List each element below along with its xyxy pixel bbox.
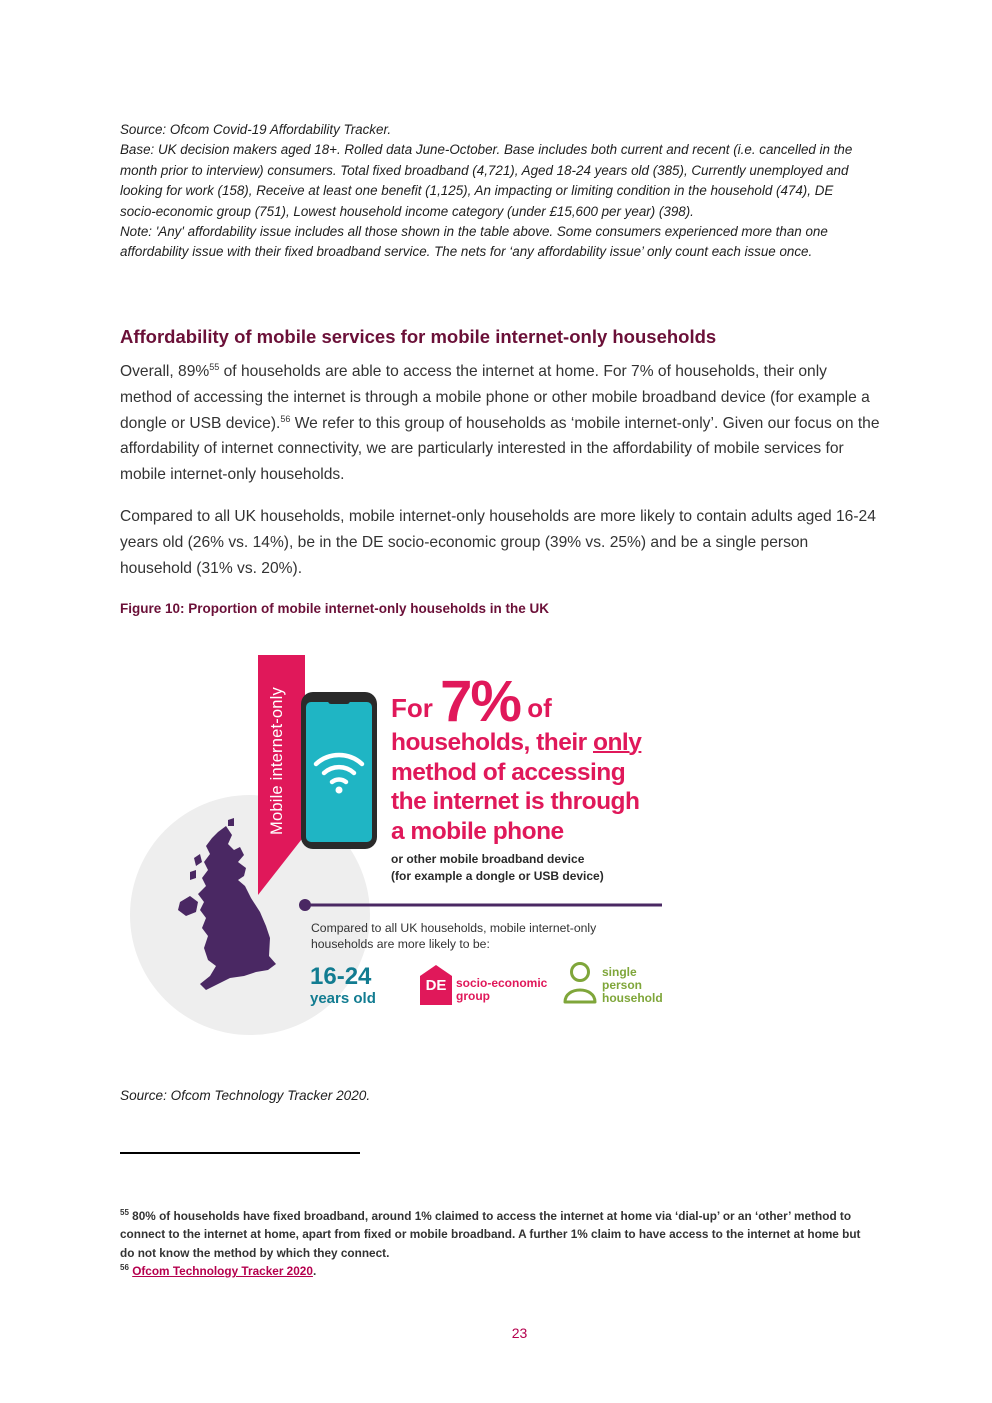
base-line: Base: UK decision makers aged 18+. Rolled data June-October. Base includes both current and recent (i.e. cancelled in the month prior to interview) consumers. Total fixed broadband (4,721), Aged 18-24 years old (385), Currently unemployed and looking for work (158), Receive at least one benefit (1,125), An impacting or limiting condition in the household (474), DE socio-economic group (751), Lowest household income category (under £15,600 per year) (398). (120, 142, 853, 219)
phone-screen (306, 702, 372, 842)
person-icon-body (565, 990, 595, 1002)
compare-text (311, 920, 641, 952)
age-stat (310, 964, 376, 1008)
infographic (120, 640, 680, 1050)
compare-line-2: households are more likely to be: (311, 937, 490, 951)
de-label-2: group (456, 989, 490, 1003)
para1-text-a: Overall, 89% (120, 363, 210, 380)
line1-only: only (593, 729, 642, 756)
headline-7pct (391, 668, 552, 735)
de-label (456, 977, 547, 1003)
footnote-separator (120, 1152, 360, 1154)
of-word: of (527, 693, 552, 723)
footnote-56 (120, 1262, 865, 1280)
line4: a mobile phone (391, 817, 564, 845)
footnote-55-number: 55 (120, 1208, 129, 1218)
person-icon-head (572, 964, 589, 981)
line3: the internet is through (391, 788, 640, 815)
technology-tracker-link[interactable]: Ofcom Technology Tracker 2020 (132, 1264, 313, 1279)
table-source-notes (120, 120, 870, 263)
paragraph-overview (120, 359, 880, 488)
figure-source: Source: Ofcom Technology Tracker 2020. (120, 1088, 371, 1103)
note-line: Note: 'Any' affordability issue includes all those shown in the table above. Some consumers experienced more than one affordability issue with their fixed broadband service. The nets for ‘any affordability issue’ only count each issue once. (120, 224, 828, 260)
single-label-2: person (602, 978, 643, 992)
line1-a: households, their (391, 729, 593, 756)
divider-dot (299, 899, 311, 911)
section-heading: Affordability of mobile services for mobile internet-only households (120, 326, 717, 347)
compare-line-1: Compared to all UK households, mobile internet-only (311, 921, 597, 935)
phone-notch (328, 698, 350, 704)
source-line: Source: Ofcom Covid-19 Affordability Tracker. (120, 122, 392, 137)
page-number: 23 (511, 1325, 528, 1341)
device-note-2: (for example a dongle or USB device) (391, 868, 604, 883)
headline-lines (391, 728, 641, 846)
de-badge: DE (425, 977, 447, 994)
banner-label: Mobile internet-only (268, 687, 286, 835)
age-number: 16-24 (310, 963, 372, 990)
figure-title: Figure 10: Proportion of mobile internet-only households in the UK (120, 601, 550, 616)
percent-value: 7% (440, 669, 520, 734)
single-label-1: single (602, 965, 637, 979)
footnote-55 (120, 1207, 865, 1262)
de-label-1: socio-economic (456, 976, 548, 990)
footnote-56-after: . (312, 1264, 317, 1279)
footnote-ref-55[interactable]: 55 (209, 361, 220, 372)
age-label: years old (310, 990, 376, 1007)
footnote-55-text: 80% of households have fixed broadband, around 1% claimed to access the internet at home via ‘dial-up’ or an ‘other’ method to connect to the internet at home, apart from fixed or mobile broadband. A further 1% claim to have access to the internet at home but do not know the method by which they connect. (120, 1209, 861, 1260)
for-word: For (391, 693, 433, 723)
single-label-3: household (602, 991, 663, 1005)
device-note-1: or other mobile broadband device (391, 852, 585, 866)
single-label (602, 966, 663, 1005)
paragraph-comparison: Compared to all UK households, mobile internet-only households are more likely to contain adults aged 16-24 years old (26% vs. 14%), be in the DE socio-economic group (39% vs. 25%) and be a single person household (31% vs. 20%). (120, 508, 876, 577)
footnotes (120, 1207, 865, 1281)
device-note (391, 851, 604, 884)
line2: method of accessing (391, 758, 626, 786)
footnote-56-number: 56 (120, 1263, 129, 1273)
para1-text-b: of households are able to access the internet at home. For 7% of households, their only method of accessing the internet is through a mobile phone or other mobile broadband device (for example a dongle or USB device). (120, 363, 870, 432)
footnote-ref-56[interactable]: 56 (280, 413, 291, 424)
para1-text-c: We refer to this group of households as ‘mobile internet-only’. Given our focus on the affordability of internet connectivity, we are particularly interested in the affordability of mobile services for mobile internet-only households. (120, 414, 880, 484)
